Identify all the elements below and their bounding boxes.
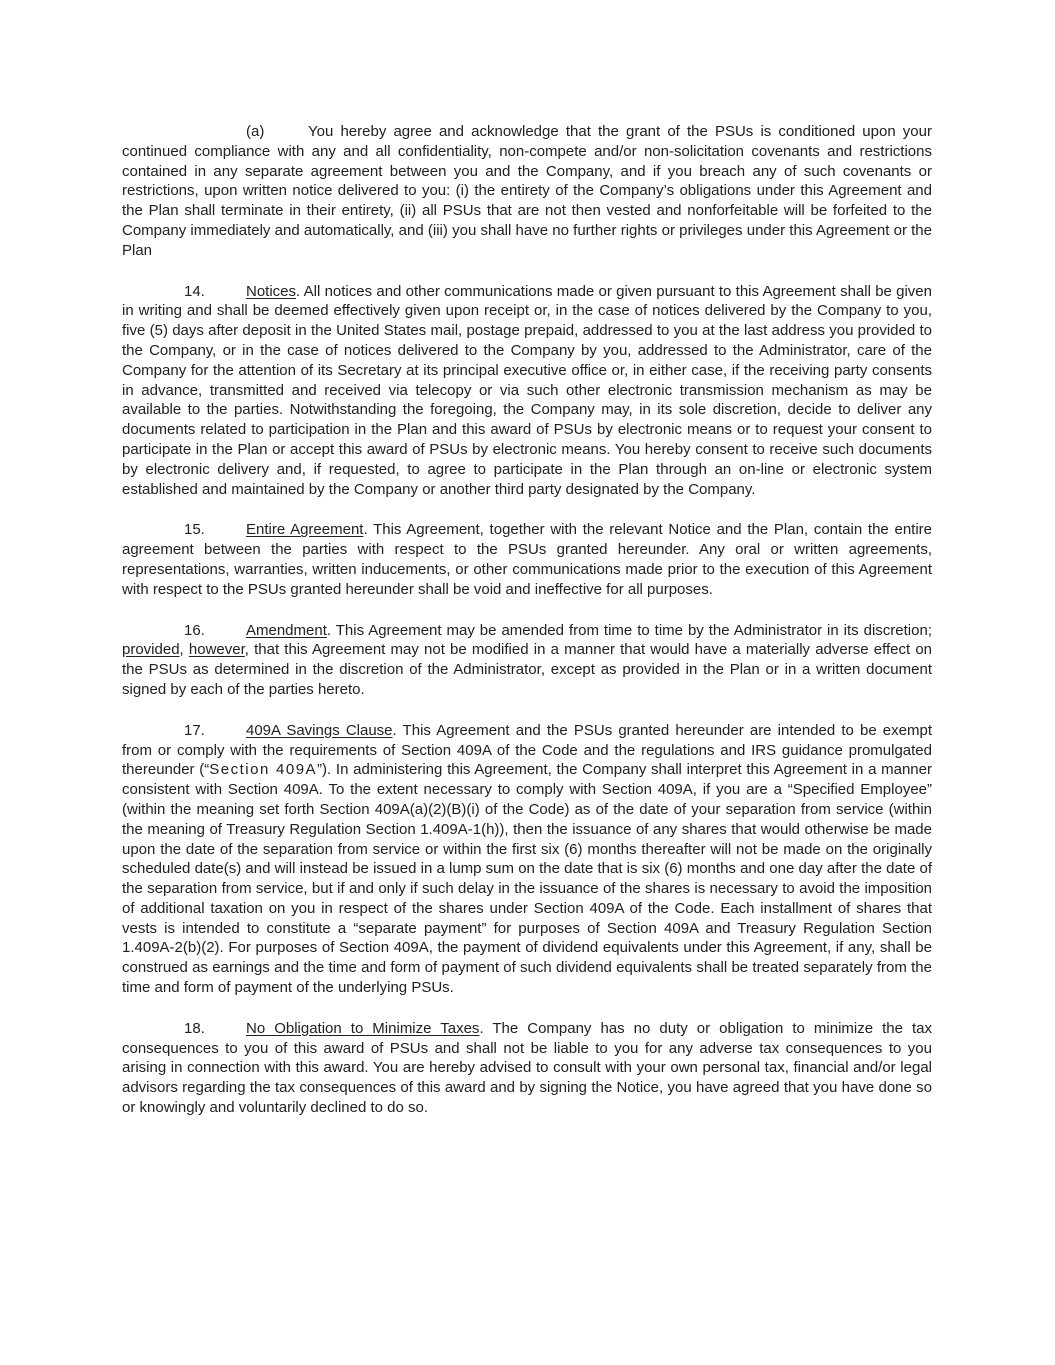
section-heading: 409A Savings Clause — [246, 721, 393, 739]
paragraph — [122, 520, 932, 599]
section-heading: Amendment — [246, 621, 327, 639]
paragraph-number: 15. — [184, 521, 205, 539]
paragraph-text: . The Company has no duty or obligation to minimize the tax consequences to you of this award of PSUs and shall not be liable to you for any adverse tax consequences to you arising in connection with this award. You are hereby advised to consult with your own personal tax, financial and/or legal advisors regarding the tax consequences of this award and by signing the Notice, you have agreed that you have done so or knowingly and voluntarily declined to do so. — [122, 1019, 933, 1117]
paragraph — [122, 621, 932, 700]
paragraph — [122, 721, 932, 998]
paragraph — [122, 122, 932, 261]
paragraph-number: 17. — [184, 721, 205, 739]
paragraph-number: 14. — [184, 282, 205, 300]
paragraph-text: ”). In administering this Agreement, the Company shall interpret this Agreement in a manner consistent with Section 409A. To the extent necessary to comply with Section 409A, if you are a “Specified Employee” (within the meaning set forth Section 409A(a)(2)(B)(i) of the Code) as of the date of your separation from service (within the meaning of Treasury Regulation Section 1.409A-1(h)), then the issuance of any shares that would otherwise be made upon the date of the separation from service or within the first six (6) months thereafter will not be made on the originally scheduled date(s) and will instead be issued in a lump sum on the date that is six (6) months and one day after the date of the separation from service, but if and only if such delay in the issuance of the shares is necessary to avoid the imposition of additional taxation on you in respect of the shares under Section 409A of the Code. Each installment of shares that vests is intended to constitute a “separate payment” for purposes of Section 409A and Treasury Regulation Section 1.409A-2(b)(2). For purposes of Section 409A, the payment of dividend equivalents under this Agreement, if any, shall be construed as earnings and the time and form of payment of such dividend equivalents shall be treated separately from the time and form of payment of the underlying PSUs. — [122, 761, 932, 997]
paragraph-text: . This Agreement and the PSUs granted hereunder are intended to be exempt from or comply with the requirements of Section 409A of the Code and the regulations and IRS guidance promulgated thereunder (“ — [122, 721, 932, 779]
section-heading: Entire Agreement — [246, 521, 364, 539]
document-body — [122, 122, 932, 1139]
section-heading: No Obligation to Minimize Taxes — [246, 1019, 480, 1037]
section-heading: however — [188, 641, 245, 659]
paragraph-text: . This Agreement may be amended from time to time by the Administrator in its discretion; — [326, 621, 932, 639]
paragraph-text: . This Agreement, together with the relevant Notice and the Plan, contain the entire agreement between the parties with respect to the PSUs granted hereunder. Any oral or written agreements, representations, warranties, written inducements, or other communications made prior to the execution of this Agreement with respect to the PSUs granted hereunder shall be void and ineffective for all purposes. — [122, 521, 932, 598]
section-heading: provided — [122, 641, 180, 659]
paragraph-text: You hereby agree and acknowledge that the grant of the PSUs is conditioned upon your continued compliance with any and all confidentiality, non-compete and/or non-solicitation covenants and restrictions contained in any separate agreement between you and the Company, and if you breach any of such covenants or restrictions, upon written notice delivered to you: (i) the entirety of the Company’s obligations under this Agreement and the Plan shall terminate in their entirety, (ii) all PSUs that are not then vested and nonforfeitable will be forfeited to the Company immediately and automatically, and (iii) you shall have no further rights or privileges under this Agreement or the Plan — [122, 123, 932, 259]
paragraph — [122, 282, 932, 500]
paragraph-text: , — [179, 641, 189, 659]
paragraph — [122, 1019, 932, 1118]
paragraph-number: 16. — [184, 621, 205, 639]
paragraph-text: Section 409A — [209, 761, 318, 779]
paragraph-text: , that this Agreement may not be modified in a manner that would have a materially adverse effect on the PSUs as determined in the discretion of the Administrator, except as provided in the Plan or in a written document signed by each of the parties hereto. — [122, 641, 933, 698]
paragraph-number: 18. — [184, 1019, 205, 1037]
paragraph-number: (a) — [246, 123, 265, 140]
paragraph-text: . All notices and other communications made or given pursuant to this Agreement shall be given in writing and shall be deemed effectively given upon receipt or, in the case of notices delivered by the Company to you, five (5) days after deposit in the United States mail, postage prepaid, addressed to you at the last address you provided to the Company, or in the case of notices delivered to the Company by you, addressed to the Administrator, care of the Company for the attention of its Secretary at its principal executive office or, in either case, if the receiving party consents in advance, transmitted and received via telecopy or via such other electronic transmission mechanism as may be available to the parties. Notwithstanding the foregoing, the Company may, in its sole discretion, decide to deliver any documents related to participation in the Plan and this award of PSUs by electronic means or to request your consent to participate in the Plan or accept this award of PSUs by electronic means. You hereby consent to receive such documents by electronic delivery and, if requested, to agree to participate in the Plan through an on-line or electronic system established and maintained by the Company or another third party designated by the Company. — [122, 282, 932, 498]
section-heading: Notices — [246, 282, 297, 300]
